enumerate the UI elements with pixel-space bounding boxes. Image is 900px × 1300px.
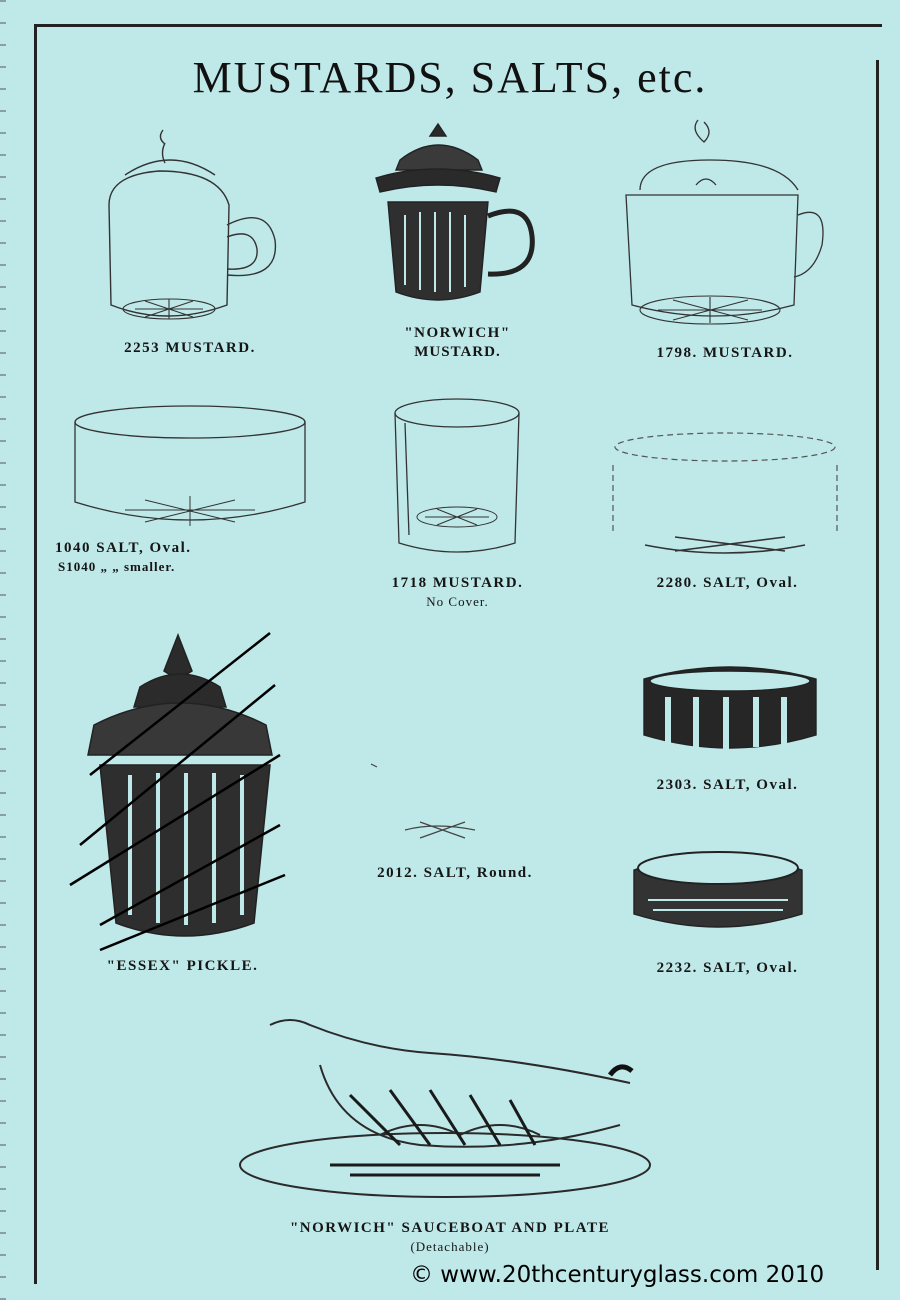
- essex-pickle-illustration: [60, 625, 290, 955]
- norwich-mustard-sub: MUSTARD.: [414, 344, 501, 360]
- mustard-2253-caption: [95, 340, 285, 357]
- mustard-1718-caption: [355, 575, 560, 610]
- norwich-sauceboat-illustration: [230, 1005, 670, 1205]
- norwich-mustard-caption: [355, 325, 560, 361]
- mustard-1718-illustration: [385, 395, 530, 560]
- essex-pickle-name: "ESSEX" PICKLE.: [106, 958, 259, 974]
- frame-left-rule: [34, 24, 37, 1284]
- frame-top-rule: [36, 24, 882, 27]
- salt-1040-illustration: [65, 400, 315, 540]
- salt-2303-caption: [625, 777, 830, 794]
- salt-1040-caption: [55, 540, 325, 575]
- salt-2232-caption: [625, 960, 830, 977]
- salt-2012-illustration: [365, 750, 545, 855]
- mustard-2253-illustration: [95, 125, 285, 335]
- salt-2303-illustration: [638, 665, 823, 755]
- salt-2012-caption: [340, 865, 570, 882]
- mustard-1798-caption: [625, 345, 825, 362]
- salt-2280-illustration: [605, 425, 845, 565]
- mustard-1798-name: 1798. MUSTARD.: [656, 345, 794, 361]
- mustard-1718-sub: No Cover.: [426, 594, 489, 609]
- norwich-sauceboat-caption: [200, 1220, 700, 1255]
- salt-2232-illustration: [628, 840, 808, 935]
- salt-2280-name: 2280. SALT, Oval.: [656, 575, 799, 591]
- mustard-1798-illustration: [618, 115, 828, 340]
- page-title: MUSTARDS, SALTS, etc.: [192, 53, 708, 102]
- salt-1040-name: 1040 SALT, Oval.: [55, 540, 192, 556]
- frame-right-rule: [876, 60, 879, 1270]
- mustard-1718-name: 1718 MUSTARD.: [391, 575, 524, 591]
- norwich-sauceboat-sub: (Detachable): [410, 1239, 490, 1254]
- salt-2303-name: 2303. SALT, Oval.: [656, 777, 799, 793]
- norwich-mustard-illustration: [370, 120, 545, 320]
- mustard-2253-name: 2253 MUSTARD.: [124, 340, 256, 356]
- salt-2232-name: 2232. SALT, Oval.: [656, 960, 799, 976]
- salt-1040-sub: S1040 „ „ smaller.: [58, 559, 176, 574]
- salt-2280-caption: [625, 575, 830, 592]
- essex-pickle-caption: [70, 958, 295, 975]
- copyright-notice: © www.20thcenturyglass.com 2010: [410, 1262, 825, 1288]
- scan-edge: [0, 0, 6, 1300]
- norwich-sauceboat-name: "NORWICH" SAUCEBOAT AND PLATE: [289, 1220, 611, 1236]
- norwich-mustard-name: "NORWICH": [404, 325, 511, 341]
- salt-2012-name: 2012. SALT, Round.: [377, 865, 533, 881]
